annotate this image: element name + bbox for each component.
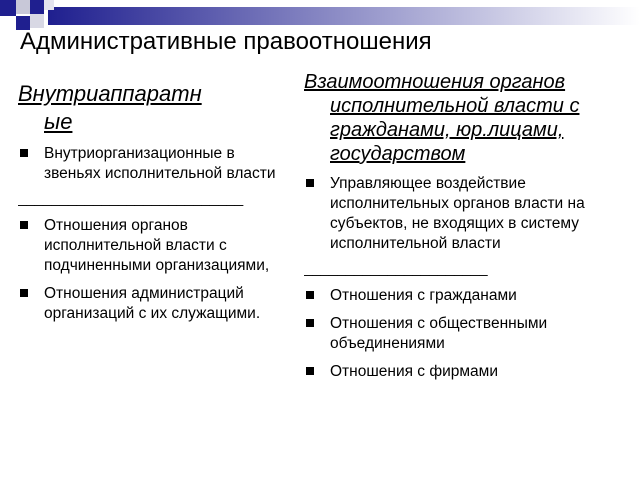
bullet-square-icon — [306, 319, 314, 327]
list-item: Внутриорганизационные в звеньях исполнительной власти — [18, 144, 280, 184]
list-item: Управляющее воздействие исполнительных органов власти на субъектов, не входящих в систему исполнительной власти — [304, 174, 624, 254]
bullet-square-icon — [20, 149, 28, 157]
left-heading — [18, 80, 280, 136]
left-column — [18, 80, 280, 324]
bullet-square-icon — [306, 179, 314, 187]
header-gradient-bar — [48, 7, 640, 25]
slide-title: Административные правоотношения — [20, 28, 432, 55]
left-heading-line1: Внутриаппаратн — [18, 81, 202, 106]
bullet-square-icon — [306, 367, 314, 375]
list-item: Отношения с фирмами — [304, 362, 624, 382]
separator-line: ___________________________ — [18, 190, 244, 207]
list-item: Отношения органов исполнительной власти с подчиненными организациями, — [18, 216, 280, 276]
bullet-square-icon — [20, 289, 28, 297]
bullet-square-icon — [306, 291, 314, 299]
bullet-square-icon — [20, 221, 28, 229]
right-heading: Взаимоотношения органов исполнительной власти с гражданами, юр.лицами, государством — [304, 71, 580, 165]
separator-line: ______________________ — [304, 260, 488, 277]
deco-square — [0, 0, 16, 16]
list-item: Отношения с гражданами — [304, 286, 624, 306]
list-item: Отношения с общественными объединениями — [304, 314, 624, 354]
list-item: Отношения администраций организаций с их служащими. — [18, 284, 280, 324]
left-heading-line2: ые — [44, 109, 73, 134]
right-column — [304, 70, 624, 382]
